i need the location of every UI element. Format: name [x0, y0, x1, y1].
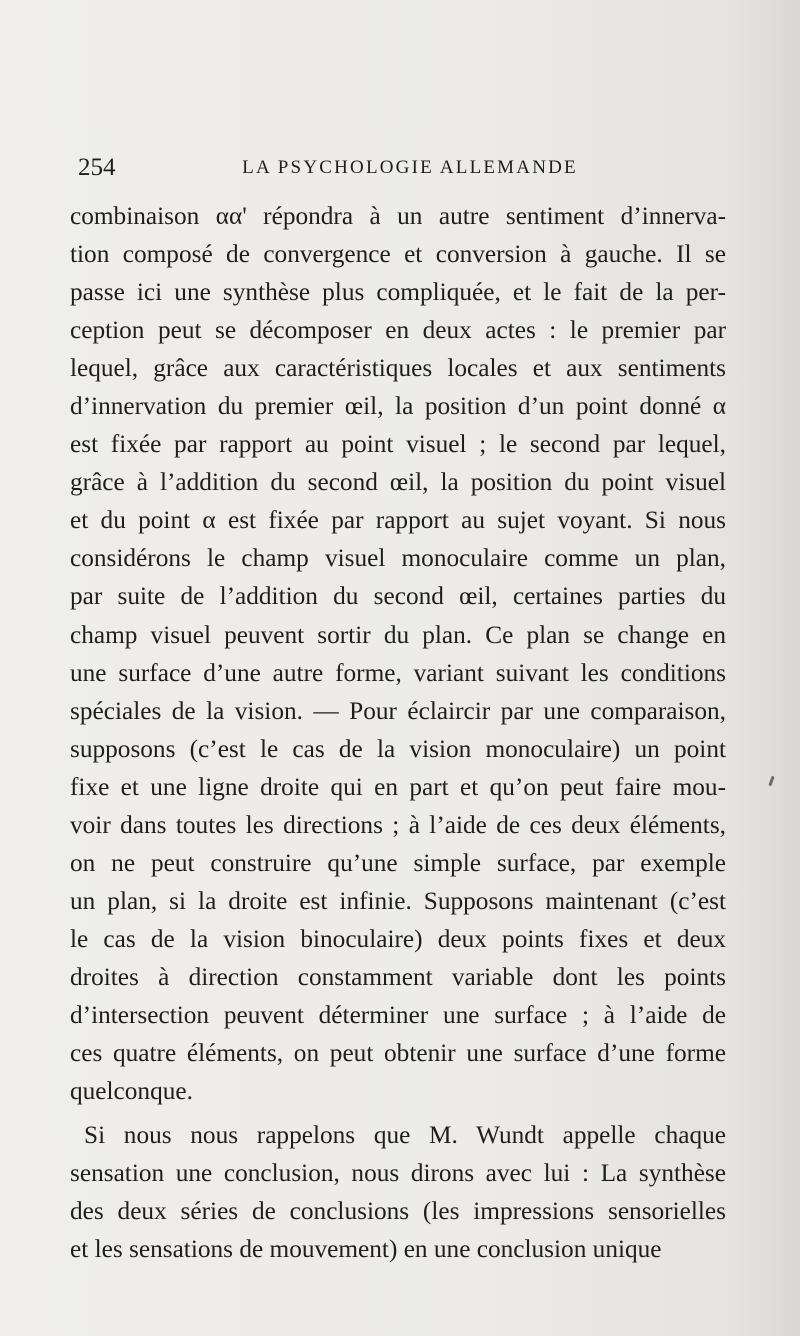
text-line: ception peut se décomposer en deux actes : le premier par	[70, 316, 726, 345]
text-line: et les sensations de mouvement) en une conclusion unique	[70, 1235, 662, 1264]
text-line: un plan, si la droite est infinie. Supposons maintenant (c’est	[70, 886, 726, 915]
text-line: sensation une conclusion, nous dirons avec lui : La synthèse	[70, 1159, 726, 1188]
text-line: champ visuel peuvent sortir du plan. Ce plan se change en	[70, 620, 726, 649]
text-line: d’innervation du premier œil, la position d’un point donné α	[70, 392, 726, 421]
text-line: spéciales de la vision. — Pour éclaircir par une comparaison,	[70, 696, 726, 725]
running-title: LA PSYCHOLOGIE ALLEMANDE	[242, 157, 578, 178]
text-line: une surface d’une autre forme, variant suivant les conditions	[70, 658, 726, 687]
text-line: Si nous nous rappelons que M. Wundt appelle chaque	[84, 1121, 726, 1150]
text-line: supposons (c’est le cas de la vision monoculaire) un point	[70, 734, 726, 763]
paragraph-2	[70, 1116, 726, 1268]
text-line: est fixée par rapport au point visuel ; le second par lequel,	[70, 430, 726, 459]
ink-speck	[768, 776, 774, 786]
body-text	[70, 197, 726, 1268]
text-line: passe ici une synthèse plus compliquée, et le fait de la per-	[70, 278, 726, 307]
text-line: fixe et une ligne droite qui en part et qu’on peut faire mou-	[70, 772, 726, 801]
text-line: quelconque.	[70, 1077, 193, 1106]
text-line: des deux séries de conclusions (les impressions sensorielles	[70, 1197, 726, 1226]
text-line: le cas de la vision binoculaire) deux points fixes et deux	[70, 924, 726, 953]
paragraph-1	[70, 197, 726, 1110]
text-line: d’intersection peuvent déterminer une surface ; à l’aide de	[70, 1000, 726, 1029]
text-line: par suite de l’addition du second œil, certaines parties du	[70, 582, 726, 611]
text-line: voir dans toutes les directions ; à l’aide de ces deux éléments,	[70, 810, 726, 839]
text-line: combinaison αα' répondra à un autre sentiment d’innerva-	[70, 202, 726, 230]
text-line: grâce à l’addition du second œil, la position du point visuel	[70, 468, 726, 497]
text-line: tion composé de convergence et conversion à gauche. Il se	[70, 240, 726, 269]
page-header	[78, 154, 722, 188]
text-line: considérons le champ visuel monoculaire comme un plan,	[70, 544, 726, 573]
text-line: droites à direction constamment variable dont les points	[70, 962, 726, 991]
text-line: ces quatre éléments, on peut obtenir une surface d’une forme	[70, 1039, 726, 1068]
text-line: on ne peut construire qu’une simple surface, par exemple	[70, 848, 726, 877]
text-line: lequel, grâce aux caractéristiques locales et aux sentiments	[70, 354, 726, 383]
page-number: 254	[78, 154, 116, 181]
text-line: et du point α est fixée par rapport au sujet voyant. Si nous	[70, 506, 726, 535]
